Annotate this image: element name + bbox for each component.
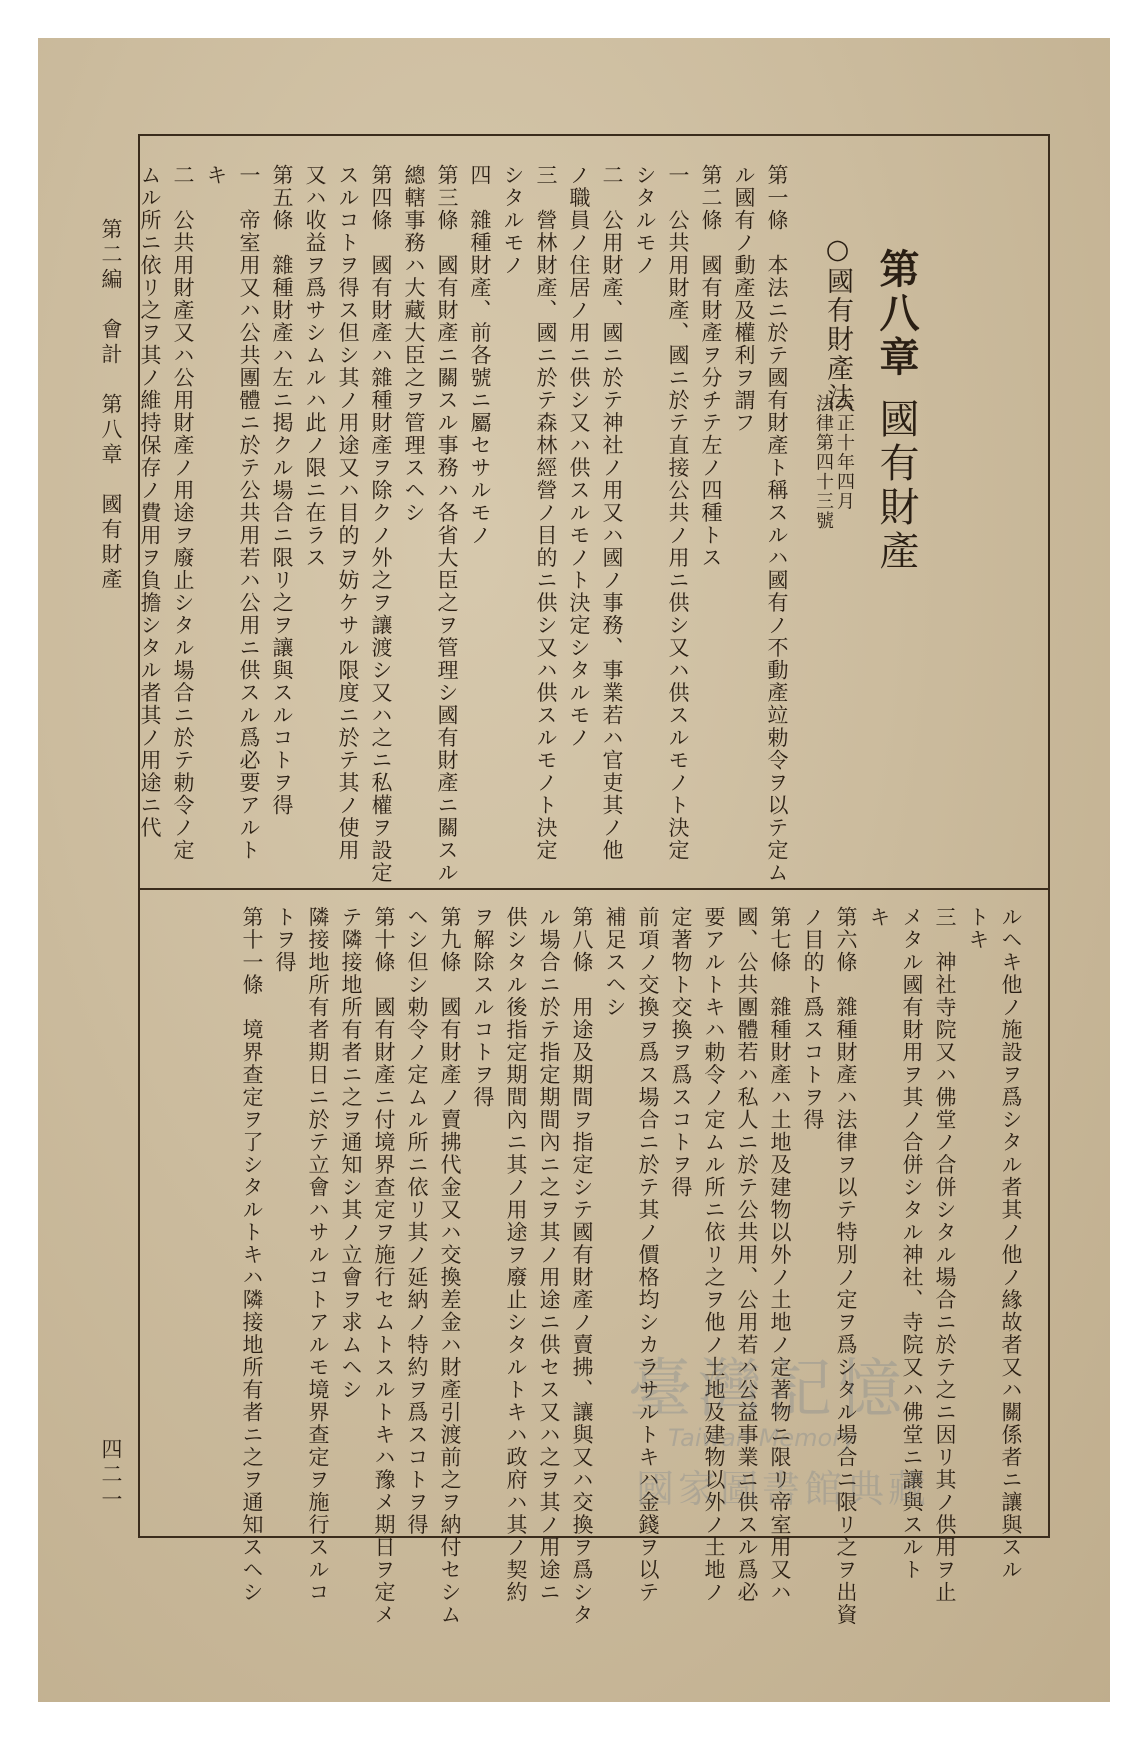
lower-text-line: キ (867, 906, 891, 929)
upper-text-line: シタルモノ (633, 164, 657, 277)
law-note-line1: 大正十年四月 (834, 394, 855, 511)
law-title: ○國有財產法 (822, 234, 853, 412)
lower-text-line: メタル國有財用ヲ其ノ合併シタル神社、寺院又ハ佛堂ニ讓與スルト (900, 906, 924, 1581)
upper-text-line: 一 帝室用又ハ公共團體ニ於テ公共用若ハ公用ニ供スル爲必要アルト (237, 164, 261, 862)
lower-text-line: 三 神社寺院又ハ佛堂ノ合併シタル場合ニ於テ之ニ因リ其ノ供用ヲ止 (933, 906, 957, 1604)
page-number: 四二一 (99, 1438, 123, 1513)
lower-text-line: トヲ得 (273, 906, 297, 974)
law-note-line2: 法律第四十三號 (813, 394, 834, 531)
lower-text-line: 補足スヘシ (603, 906, 627, 1019)
section-divider (138, 888, 1050, 890)
lower-text-line: 隣接地所有者期日ニ於テ立會ハサルコトアルモ境界查定ヲ施行スルコ (306, 906, 330, 1604)
upper-text-line: 第五條 雜種財產ハ左ニ掲クル場合ニ限リ之ヲ讓與スルコトヲ得 (270, 164, 294, 817)
lower-text-line: 第七條 雜種財產ハ土地及建物以外ノ土地ノ定著物ニ限リ帝室用又ハ (768, 906, 792, 1604)
lower-text-line: 第八條 用途及期間ヲ指定シテ國有財產ノ賣拂、讓與又ハ交換ヲ爲シタ (570, 906, 594, 1626)
lower-text-line: ヘシ但シ勅令ノ定ムル所ニ依リ其ノ延納ノ特約ヲ爲スコトヲ得 (405, 906, 429, 1536)
chapter-title: 國有財產 (873, 398, 919, 574)
upper-text-line: 總轄事務ハ大藏大臣之ヲ管理スヘシ (402, 164, 426, 524)
upper-text-line: 第三條 國有財產ニ關スル事務ハ各省大臣之ヲ管理シ國有財產ニ關スル (435, 164, 459, 884)
lower-text-line: テ隣接地所有者ニ之ヲ通知シ其ノ立會ヲ求ムヘシ (339, 906, 363, 1401)
lower-text-line: ノ目的ト爲スコトヲ得 (801, 906, 825, 1131)
watermark-cn2: 國家圖書館典藏 (636, 1467, 931, 1511)
lower-text-line: 定著物ト交換ヲ爲スコトヲ得 (669, 906, 693, 1199)
page-sheet (38, 38, 1110, 1702)
lower-text-line: 要アルトキハ勅令ノ定ムル所ニ依リ之ヲ他ノ土地及建物以外ノ土地ノ (702, 906, 726, 1604)
watermark-en: Taiwan Memory (668, 1424, 857, 1452)
lower-text-line: 前項ノ交換ヲ爲ス場合ニ於テ其ノ價格均シカラサルトキハ金錢ヲ以テ (636, 906, 660, 1604)
upper-text-line: 二 公用財產、國ニ於テ神社ノ用又ハ國ノ事務、事業若ハ官吏其ノ他 (600, 164, 624, 862)
upper-text-line: キ (204, 164, 228, 187)
lower-text-line: ヲ解除スルコトヲ得 (471, 906, 495, 1109)
lower-text-line: 第九條 國有財產ノ賣拂代金又ハ交換差金ハ財產引渡前之ヲ納付セシム (438, 906, 462, 1626)
upper-text-line: 第一條 本法ニ於テ國有財產ト稱スルハ國有ノ不動產竝勅令ヲ以テ定ム (765, 164, 789, 884)
chapter-number: 第八章 (873, 248, 919, 380)
upper-text-line: ノ職員ノ住居ノ用ニ供シ又ハ供スルモノト決定シタルモノ (567, 164, 591, 749)
upper-text-line: 一 公共用財產、國ニ於テ直接公共ノ用ニ供シ又ハ供スルモノト決定 (666, 164, 690, 862)
running-head: 第二編 會計 第八章 國有財產 (99, 218, 123, 593)
upper-text-line: スルコトヲ得ス但シ其ノ用途又ハ目的ヲ妨ケサル限度ニ於テ其ノ使用 (336, 164, 360, 862)
lower-text-line: ル場合ニ於テ指定期間內ニ之ヲ其ノ用途ニ供セス又ハ之ヲ其ノ用途ニ (537, 906, 561, 1604)
upper-text-line: 四 雜種財產、前各號ニ屬セサルモノ (468, 164, 492, 547)
upper-text-line: 第四條 國有財產ハ雜種財產ヲ除クノ外之ヲ讓渡シ又ハ之ニ私權ヲ設定 (369, 164, 393, 884)
lower-text-line: 國、公共團體若ハ私人ニ於テ公共用、公用若ハ公益事業ニ供スル爲必 (735, 906, 759, 1604)
upper-text-line: 第二條 國有財產ヲ分チテ左ノ四種トス (699, 164, 723, 569)
upper-text-line: 二 公共用財產又ハ公用財產ノ用途ヲ廢止シタル場合ニ於テ勅令ノ定 (171, 164, 195, 862)
lower-text-line: 第十一條 境界查定ヲ了シタルトキハ隣接地所有者ニ之ヲ通知スヘシ (240, 906, 264, 1604)
watermark-cn: 臺灣記憶 (628, 1353, 908, 1427)
upper-text-line: 又ハ收益ヲ爲サシムルハ此ノ限ニ在ラス (303, 164, 327, 569)
upper-text-line: 三 營林財產、國ニ於テ森林經營ノ目的ニ供シ又ハ供スルモノト決定 (534, 164, 558, 862)
lower-text-line: 第十條 國有財產ニ付境界查定ヲ施行セムトスルトキハ豫メ期日ヲ定メ (372, 906, 396, 1626)
upper-text-line: シタルモノ (501, 164, 525, 277)
upper-text-line: ムル所ニ依リ之ヲ其ノ維持保存ノ費用ヲ負擔シタル者其ノ用途ニ代 (138, 164, 162, 839)
lower-text-line: 供シタル後指定期間內ニ其ノ用途ヲ廢止シタルトキハ政府ハ其ノ契約 (504, 906, 528, 1604)
lower-text-line: 第六條 雜種財產ハ法律ヲ以テ特別ノ定ヲ爲シタル場合ニ限リ之ヲ出資 (834, 906, 858, 1626)
upper-text-line: ル國有ノ動產及權利ヲ謂フ (732, 164, 756, 434)
lower-text-line: トキ (966, 906, 990, 951)
lower-text-line: ルヘキ他ノ施設ヲ爲シタル者其ノ他ノ緣故者又ハ關係者ニ讓與スル (999, 906, 1023, 1581)
